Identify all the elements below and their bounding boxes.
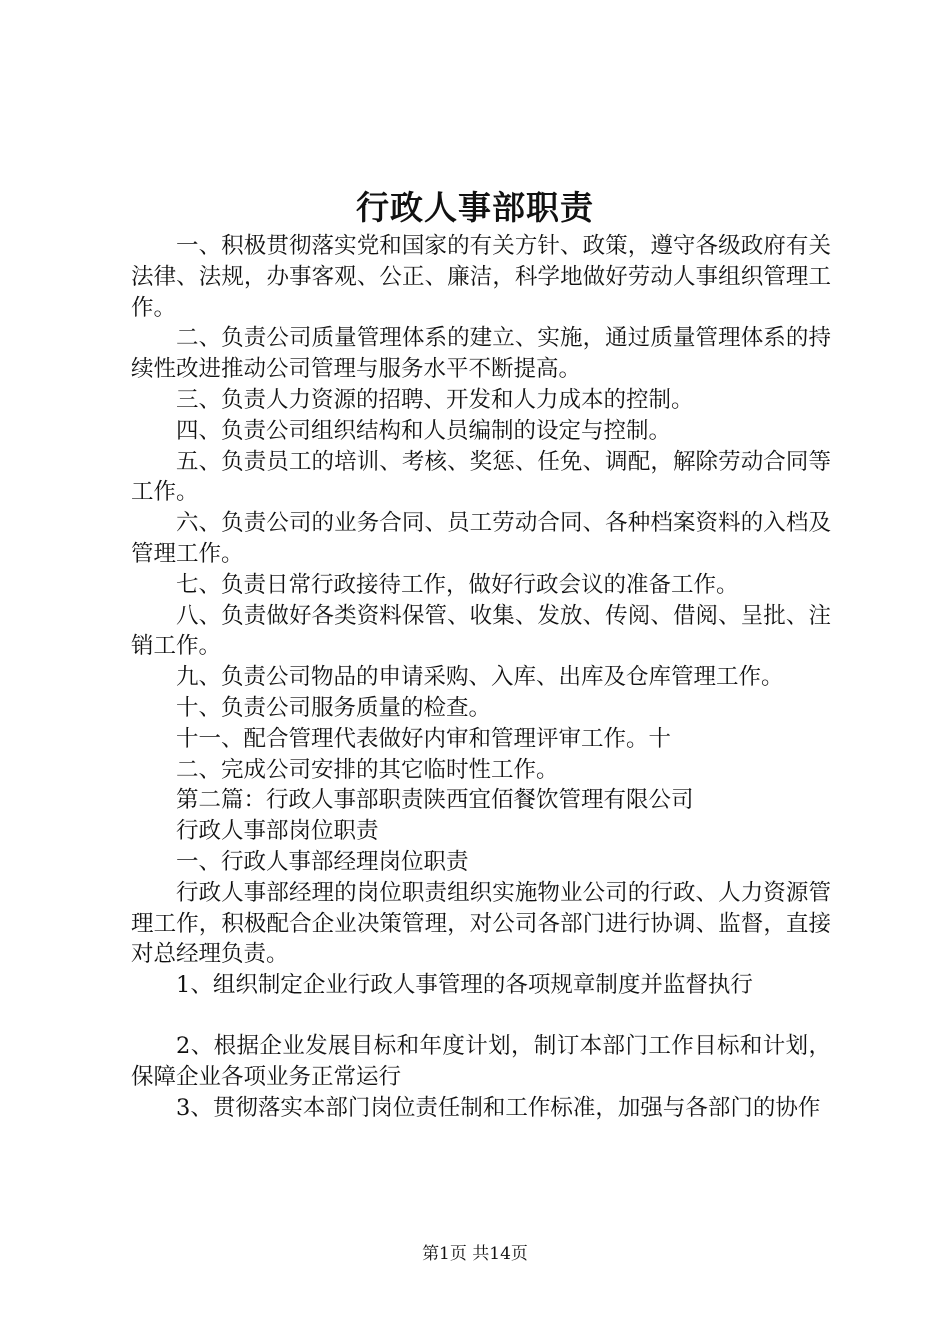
section-heading-2: 第二篇：行政人事部职责陕西宜佰餐饮管理有限公司 — [176, 787, 694, 814]
paragraph-4: 四、负责公司组织结构和人员编制的设定与控制。 — [176, 417, 672, 444]
paragraph-manager-intro: 行政人事部经理的岗位职责组织实施物业公司的行政、人力资源管理工作，积极配合企业决策管理，对公司各部门进行协调、监督，直接对总经理负责。 — [131, 879, 831, 968]
paragraph-12: 二、完成公司安排的其它临时性工作。 — [176, 756, 559, 783]
page-footer: 第1页 共14页 — [422, 1244, 528, 1264]
paragraph-6: 六、负责公司的业务合同、员工劳动合同、各种档案资料的入档及管理工作。 — [131, 510, 831, 567]
paragraph-8: 八、负责做好各类资料保管、收集、发放、传阅、借阅、呈批、注销工作。 — [131, 602, 831, 660]
paragraph-11: 十一、配合管理代表做好内审和管理评审工作。十 — [176, 725, 672, 752]
paragraph-1: 一、积极贯彻落实党和国家的有关方针、政策，遵守各级政府有关法律、法规，办事客观、公正、廉洁，科学地做好劳动人事组织管理工作。 — [131, 233, 831, 321]
document-body — [131, 231, 831, 1123]
list-item-2: 2、根据企业发展目标和年度计划，制订本部门工作目标和计划，保障企业各项业务正常运行 — [131, 1032, 831, 1090]
paragraph-5: 五、负责员工的培训、考核、奖惩、任免、调配，解除劳动合同等工作。 — [131, 448, 831, 506]
paragraph-2: 二、负责公司质量管理体系的建立、实施，通过质量管理体系的持续性改进推动公司管理与服务水平不断提高。 — [131, 325, 831, 383]
list-item-3: 3、贯彻落实本部门岗位责任制和工作标准，加强与各部门的协作 — [176, 1094, 821, 1121]
paragraph-7: 七、负责日常行政接待工作，做好行政会议的准备工作。 — [176, 571, 739, 598]
paragraph-3: 三、负责人力资源的招聘、开发和人力成本的控制。 — [176, 386, 694, 413]
paragraph-9: 九、负责公司物品的申请采购、入库、出库及仓库管理工作。 — [176, 664, 784, 691]
list-item-1: 1、组织制定企业行政人事管理的各项规章制度并监督执行 — [176, 972, 753, 999]
document-title: 行政人事部职责 — [356, 188, 594, 227]
paragraph-10: 十、负责公司服务质量的检查。 — [176, 694, 492, 721]
subheading-manager-duties: 一、行政人事部经理岗位职责 — [176, 848, 469, 875]
subheading-post-duties: 行政人事部岗位职责 — [176, 818, 379, 845]
